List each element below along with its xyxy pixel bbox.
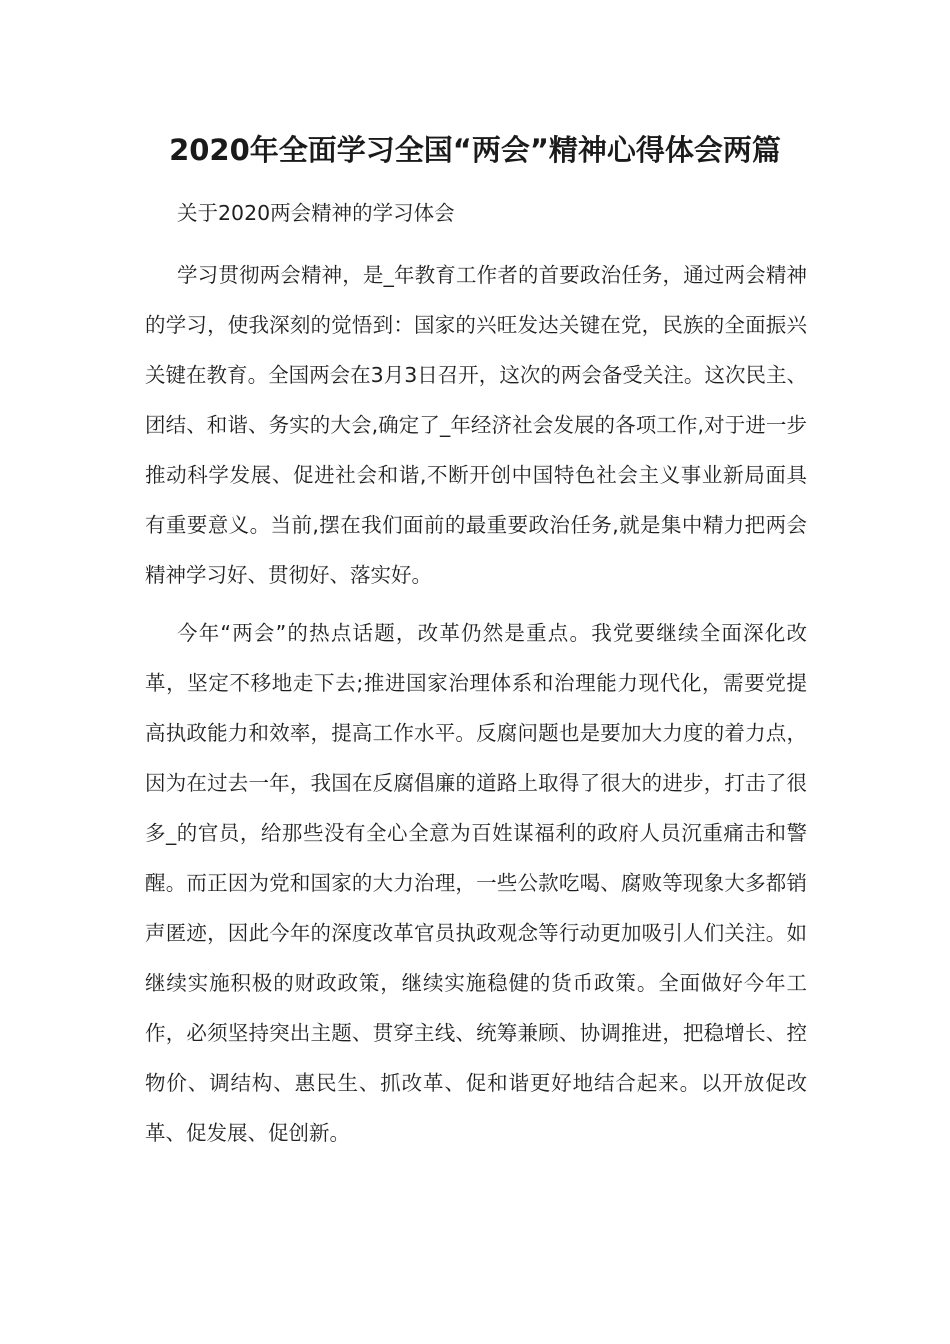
- paragraph-1: 学习贯彻两会精神，是_年教育工作者的首要政治任务，通过两会精神的学习，使我深刻的觉悟到：国家的兴旺发达关键在党，民族的全面振兴关键在教育。全国两会在3月3日召开，这次的两会备受关注。这次民主、团结、和谐、务实的大会,确定了_年经济社会发展的各项工作,对于进一步推动科学发展、促进社会和谐,不断开创中国特色社会主义事业新局面具有重要意义。当前,摆在我们面前的最重要政治任务,就是集中精力把两会精神学习好、贯彻好、落实好。: [145, 263, 807, 587]
- document-title: 2020年全面学习全国“两会”精神心得体会两篇: [169, 133, 781, 167]
- document-subtitle: 关于2020两会精神的学习体会: [177, 201, 455, 225]
- paragraph-2: 今年“两会”的热点话题，改革仍然是重点。我党要继续全面深化改革，坚定不移地走下去;推进国家治理体系和治理能力现代化，需要党提高执政能力和效率，提高工作水平。反腐问题也是要加大力度的着力点，因为在过去一年，我国在反腐倡廉的道路上取得了很大的进步，打击了很多_的官员，给那些没有全心全意为百姓谋福利的政府人员沉重痛击和警醒。而正因为党和国家的大力治理，一些公款吃喝、腐败等现象大多都销声匿迹，因此今年的深度改革官员执政观念等行动更加吸引人们关注。如继续实施积极的财政政策，继续实施稳健的货币政策。全面做好今年工作，必须坚持突出主题、贯穿主线、统筹兼顾、协调推进，把稳增长、控物价、调结构、惠民生、抓改革、促和谐更好地结合起来。以开放促改革、促发展、促创新。: [145, 621, 807, 1145]
